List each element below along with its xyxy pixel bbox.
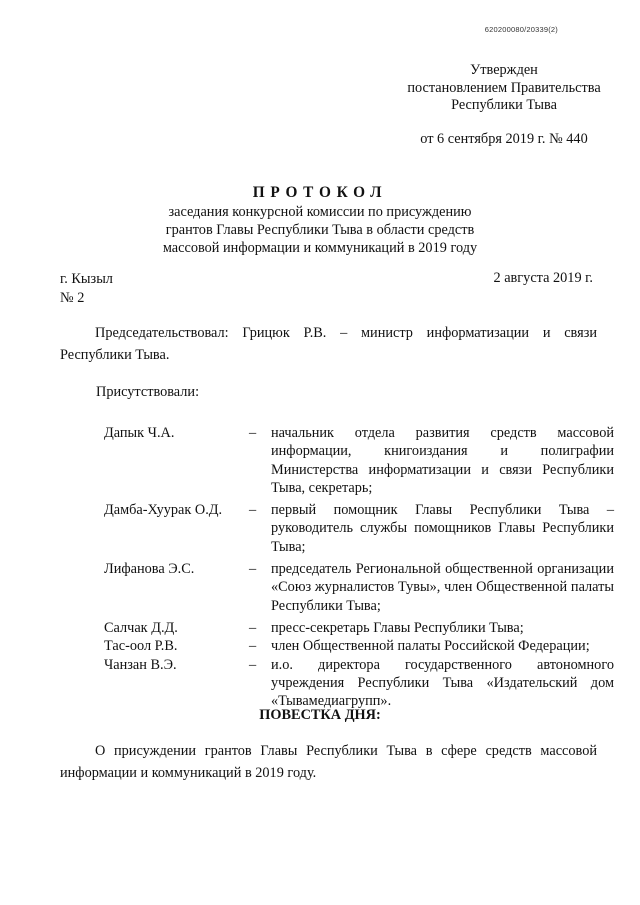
approval-stamp — [380, 62, 628, 148]
approval-line: Утвержден — [470, 62, 538, 78]
attendee-name: Лифанова Э.С. — [104, 561, 195, 578]
subtitle-line: массовой информации и коммуникаций в 2019 году — [162, 240, 478, 256]
dash: – — [249, 502, 257, 519]
attendee-name: Тас-оол Р.В. — [104, 638, 178, 655]
document-subtitle — [0, 203, 640, 257]
attendee-role: начальник отдела развития средств массовой информации, книгоиздания и полиграфии Министерства информатизации и связи Республики Тыва, секретарь; — [271, 425, 614, 496]
attendee-name: Дамба-Хуурак О.Д. — [104, 502, 223, 519]
agenda-title: ПОВЕСТКА ДНЯ: — [259, 707, 381, 723]
attendee-row — [104, 560, 614, 615]
meeting-place — [60, 270, 113, 307]
document-title: ПРОТОКОЛ — [252, 184, 388, 201]
attendee-role: и.о. директора государственного автономного учреждения Республики Тыва «Издательский дом «Тывамедиагрупп». — [271, 656, 614, 710]
meeting-date: 2 августа 2019 г. — [493, 270, 593, 286]
approval-line: Республики Тыва — [451, 97, 557, 113]
attendee-row — [104, 656, 614, 711]
protocol-number: № 2 — [60, 289, 85, 306]
attendee-name: Дапык Ч.А. — [104, 425, 175, 441]
approval-line: постановлением Правительства — [407, 79, 601, 96]
attendee-name: Чанзан В.Э. — [104, 656, 177, 673]
dash: – — [249, 561, 257, 578]
attendees-label: Присутствовали: — [96, 384, 200, 400]
chair-paragraph: Председательствовал: Грицюк Р.В. – министр информатизации и связи Республики Тыва. — [60, 325, 597, 363]
agenda-paragraph: О присуждении грантов Главы Республики Тыва в сфере средств массовой информации и коммуникаций в 2019 году. — [60, 743, 597, 781]
attendee-row — [104, 619, 614, 637]
approval-decree: от 6 сентября 2019 г. № 440 — [420, 130, 588, 147]
attendee-row — [104, 424, 614, 497]
dash: – — [249, 656, 257, 673]
attendee-row — [104, 501, 614, 556]
dash: – — [249, 425, 257, 441]
document-id: 620200080/20339(2) — [484, 25, 558, 34]
subtitle-line: заседания конкурсной комиссии по присуждению — [168, 204, 472, 220]
city: г. Кызыл — [60, 271, 113, 287]
attendee-role: первый помощник Главы Республики Тыва – руководитель службы помощников Главы Республики Тыва; — [271, 502, 614, 555]
attendee-name: Салчак Д.Д. — [104, 619, 178, 636]
attendee-role: член Общественной палаты Российской Федерации; — [271, 638, 590, 655]
dash: – — [249, 619, 257, 636]
attendees-list — [104, 424, 614, 710]
subtitle-line: грантов Главы Республики Тыва в области средств — [165, 222, 475, 238]
attendee-role: пресс-секретарь Главы Республики Тыва; — [271, 619, 524, 636]
dash: – — [249, 638, 257, 655]
attendee-row — [104, 637, 614, 655]
attendee-role: председатель Региональной общественной организации «Союз журналистов Тувы», член Общественной палаты Республики Тыва; — [271, 561, 614, 614]
